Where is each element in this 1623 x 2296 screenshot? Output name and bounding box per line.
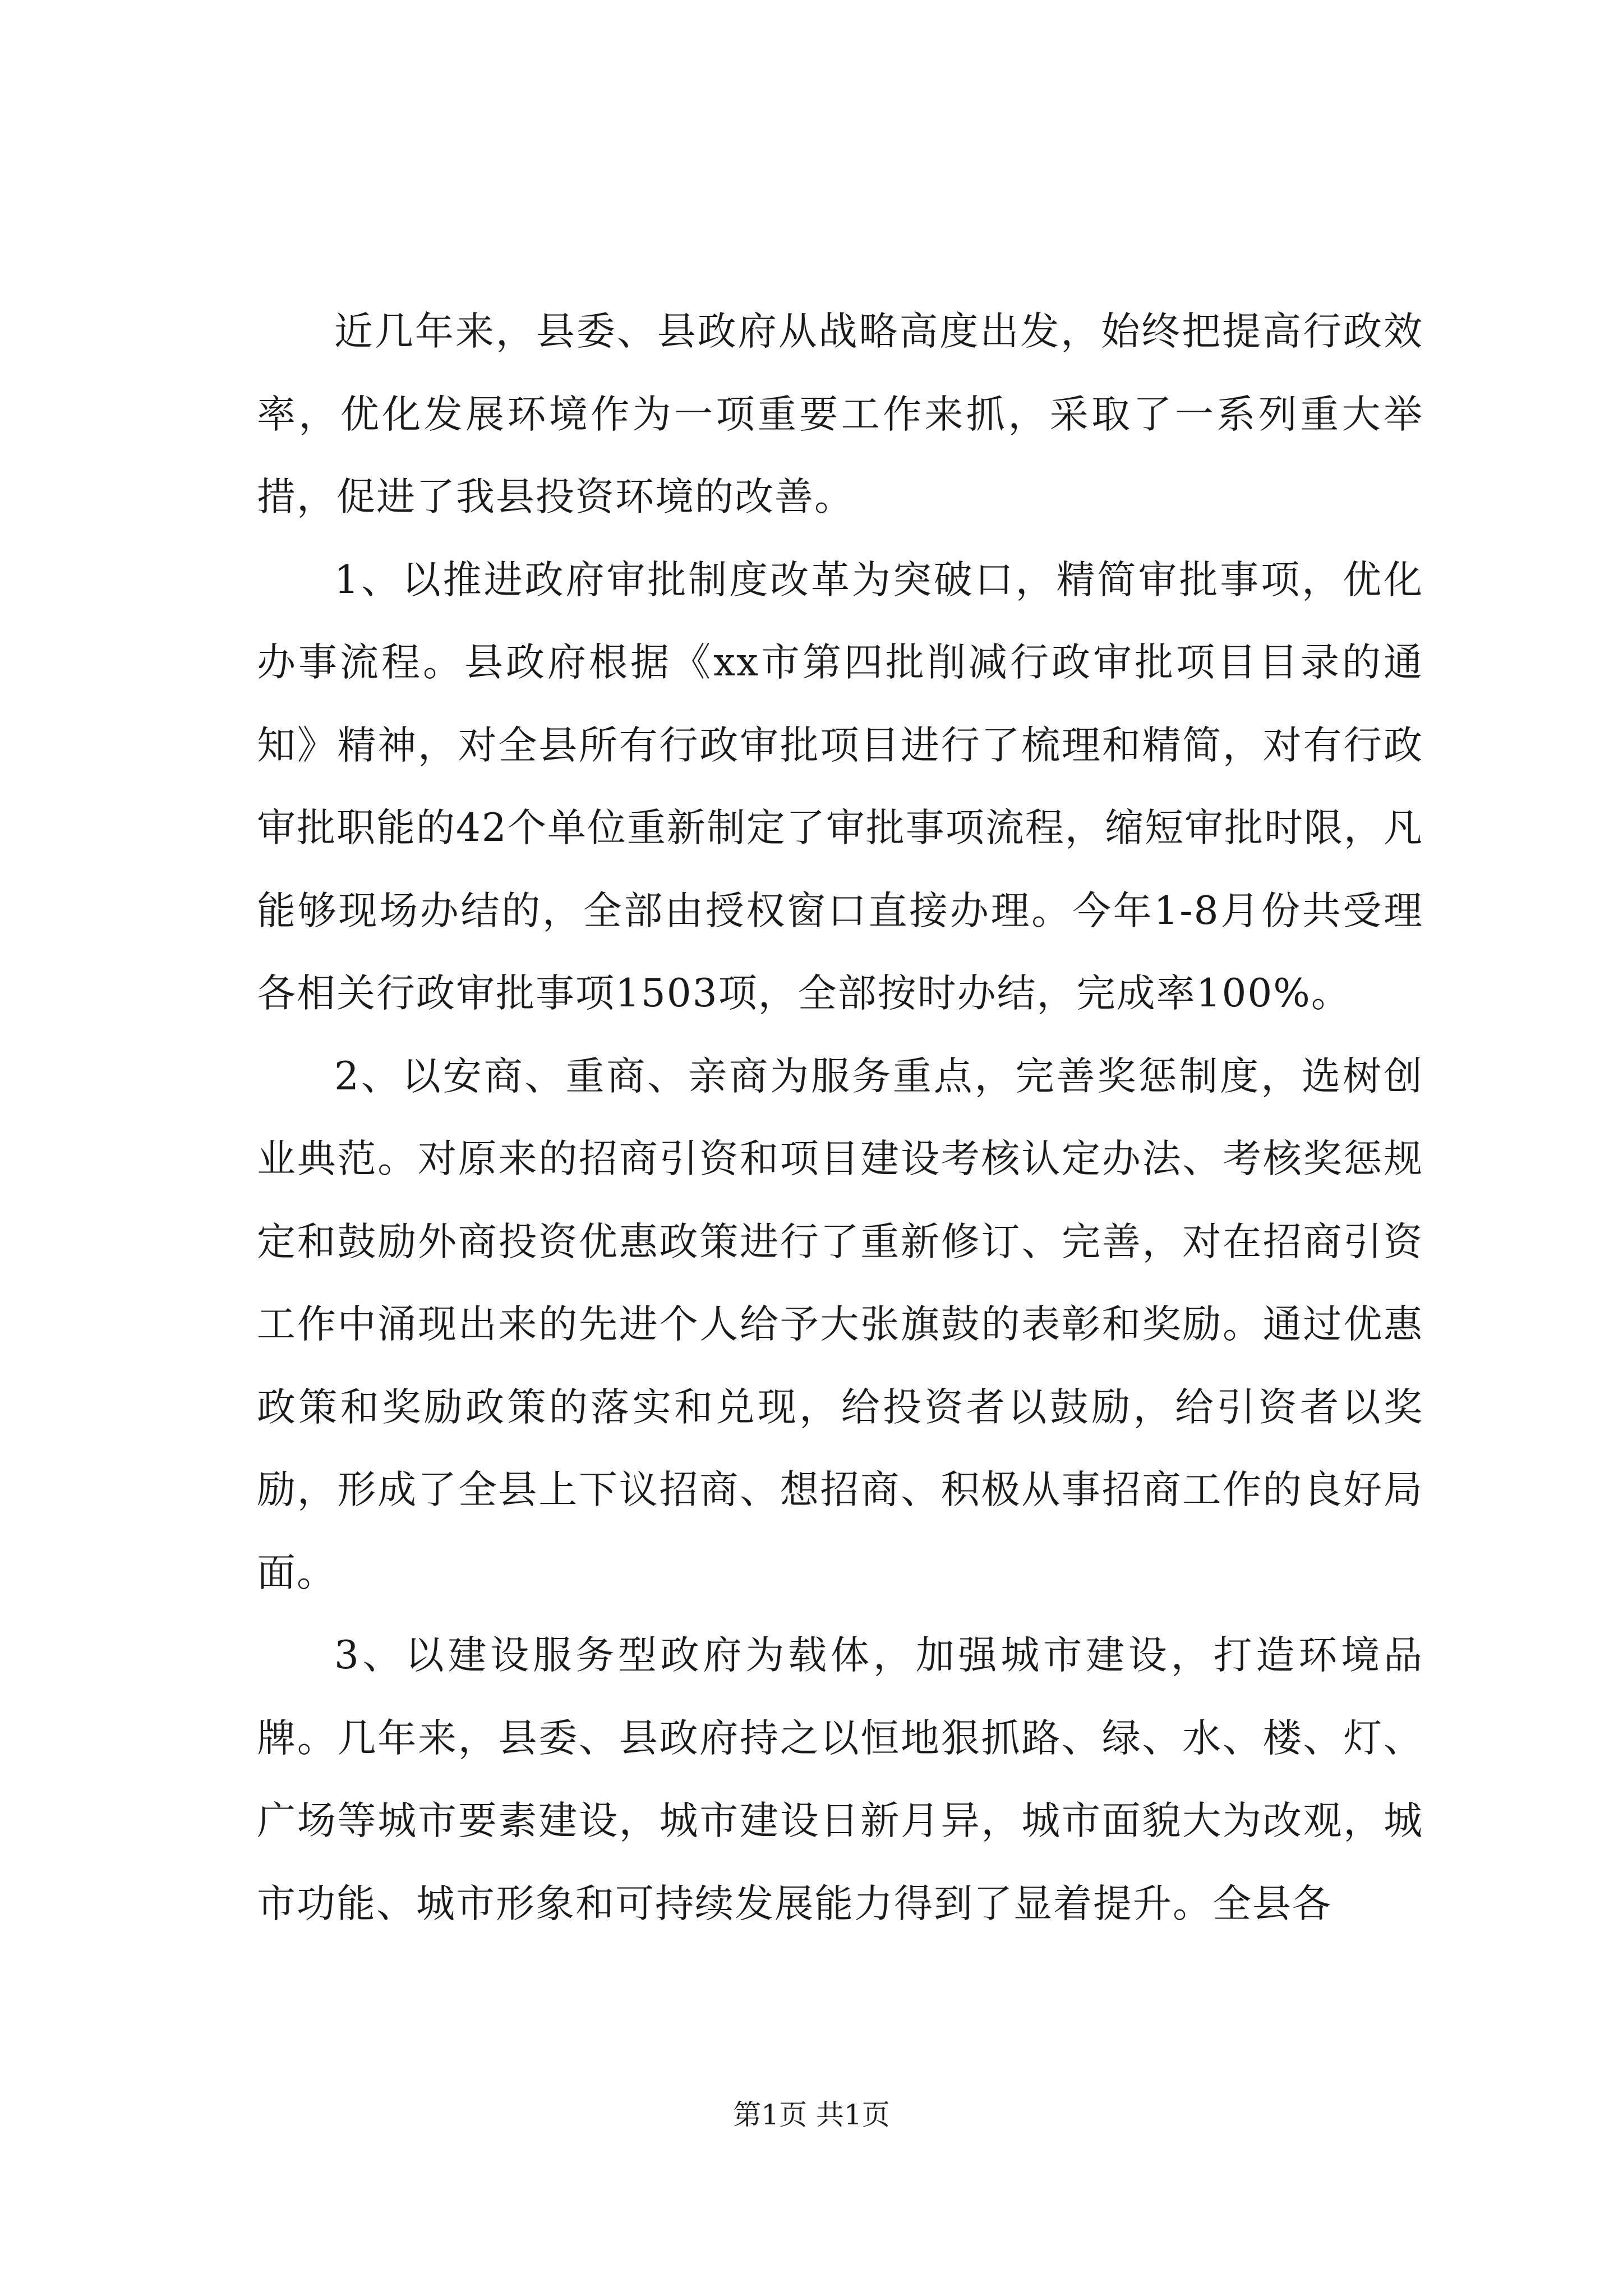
paragraph-item-2: 2、以安商、重商、亲商为服务重点，完善奖惩制度，选树创业典范。对原来的招商引资和项目建设考核认定办法、考核奖惩规定和鼓励外商投资优惠政策进行了重新修订、完善，对在招商引资工作中涌现出来的先进个人给予大张旗鼓的表彰和奖励。通过优惠政策和奖励政策的落实和兑现，给投资者以鼓励，给引资者以奖励，形成了全县上下议招商、想招商、积极从事招商工作的良好局面。 xyxy=(257,1053,1423,1595)
document-body xyxy=(257,291,1423,1945)
paragraph-intro: 近几年来，县委、县政府从战略高度出发，始终把提高行政效率，优化发展环境作为一项重要工作来抓，采取了一系列重大举措，促进了我县投资环境的改善。 xyxy=(257,309,1423,519)
paragraph-item-3: 3、以建设服务型政府为载体，加强城市建设，打造环境品牌。几年来，县委、县政府持之以恒地狠抓路、绿、水、楼、灯、广场等城市要素建设，城市建设日新月异，城市面貌大为改观，城市功能、城市形象和可持续发展能力得到了显着提升。全县各 xyxy=(257,1633,1423,1926)
paragraph-item-1: 1、以推进政府审批制度改革为突破口，精简审批事项，优化办事流程。县政府根据《xx市第四批削减行政审批项目目录的通知》精神，对全县所有行政审批项目进行了梳理和精简，对有行政审批职能的42个单位重新制定了审批事项流程，缩短审批时限，凡能够现场办结的，全部由授权窗口直接办理。今年1-8月份共受理各相关行政审批事项1503项，全部按时办结，完成率100%。 xyxy=(257,557,1423,1016)
page-footer: 第1页 共1页 xyxy=(733,2099,890,2131)
